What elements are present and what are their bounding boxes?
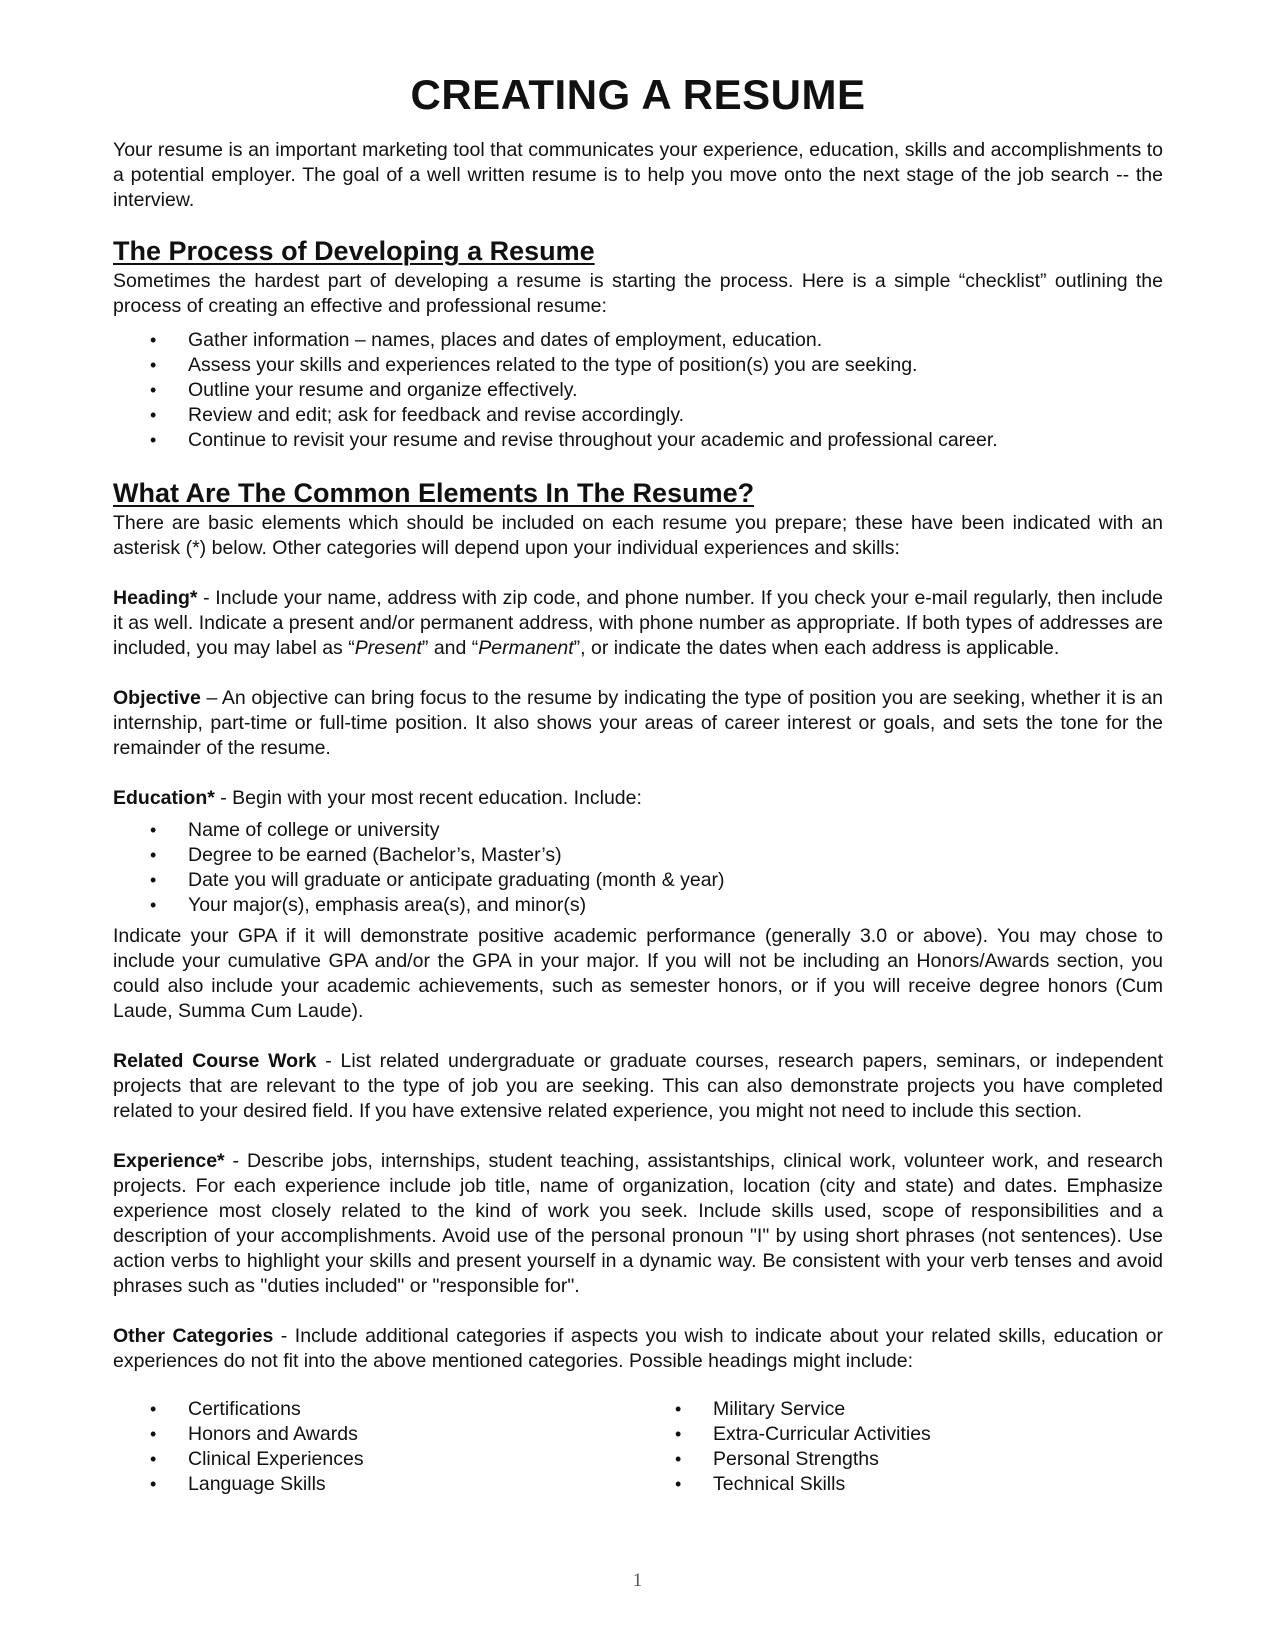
list-item: • Date you will graduate or anticipate graduating (month & year) [113,868,1163,893]
elements-intro: There are basic elements which should be included on each resume you prepare; these have been indicated with an asterisk (*) below. Other categories will depend upon your individual experiences and skills: [113,512,1163,559]
section-text: ”, or indicate the dates when each address is applicable. [573,637,1060,659]
objective-section [113,686,1163,761]
education-list [113,818,1163,918]
education-section [113,786,1163,811]
experience-section [113,1149,1163,1299]
other-categories-right-list [638,1397,1163,1497]
section-text: - Include additional categories if aspects you wish to indicate about your related skills, education or experiences do not fit into the above mentioned categories. Possible headings might include: [113,1325,1163,1372]
list-item: • Degree to be earned (Bachelor’s, Master’s) [113,843,1163,868]
permanent-label: Permanent [478,637,574,659]
list-item: • Extra-Curricular Activities [638,1422,1163,1447]
section-text: – An objective can bring focus to the resume by indicating the type of position you are seeking, whether it is an internship, part-time or full-time position. It also shows your areas of career interest or goals, and sets the tone for the remainder of the resume. [113,687,1163,759]
process-checklist [113,328,1163,453]
list-item: • Personal Strengths [638,1447,1163,1472]
section-label: Objective [113,687,201,709]
list-item: • Your major(s), emphasis area(s), and minor(s) [113,893,1163,918]
page-number: 1 [632,1570,643,1591]
section-label: Experience* [113,1150,225,1172]
other-categories-left-list [113,1397,638,1497]
other-categories-section [113,1324,1163,1374]
page-title: CREATING A RESUME [410,71,866,118]
list-item: • Technical Skills [638,1472,1163,1497]
list-item: • Certifications [113,1397,638,1422]
section-label: Education* [113,787,215,809]
document-page [113,70,1163,1497]
list-item: • Language Skills [113,1472,638,1497]
list-item: • Assess your skills and experiences related to the type of position(s) you are seeking. [113,353,1163,378]
gpa-paragraph: Indicate your GPA if it will demonstrate positive academic performance (generally 3.0 or above). You may chose to include your cumulative GPA and/or the GPA in your major. If you will not be including an Honors/Awards section, you could also include your academic achievements, such as semester honors, or if you will receive degree honors (Cum Laude, Summa Cum Laude). [113,925,1163,1022]
list-item: • Name of college or university [113,818,1163,843]
coursework-section [113,1049,1163,1124]
heading-section [113,586,1163,661]
present-label: Present [354,637,422,659]
section-text: - Describe jobs, internships, student teaching, assistantships, clinical work, volunteer work, and research projects. For each experience include job title, name of organization, location (city and state) and dates. Emphasize experience most closely related to the kind of work you seek. Include skills used, scope of responsibilities and a description of your accomplishments. Avoid use of the personal pronoun "I" by using short phrases (not sentences). Use action verbs to highlight your skills and present yourself in a dynamic way. Be consistent with your verb tenses and avoid phrases such as "duties included" or "responsible for". [113,1150,1163,1297]
elements-heading: What Are The Common Elements In The Resume? [113,478,755,508]
other-categories-columns [113,1397,1163,1497]
list-item: • Continue to revisit your resume and revise throughout your academic and professional career. [113,428,1163,453]
list-item: • Review and edit; ask for feedback and revise accordingly. [113,403,1163,428]
list-item: • Honors and Awards [113,1422,638,1447]
section-text: - Begin with your most recent education. Include: [214,787,642,809]
process-heading: The Process of Developing a Resume [113,236,595,266]
section-text: - List related undergraduate or graduate courses, research papers, seminars, or independent projects that are relevant to the type of job you are seeking. This can also demonstrate projects you have completed related to your desired field. If you have extensive related experience, you might not need to include this section. [113,1050,1163,1122]
process-intro: Sometimes the hardest part of developing a resume is starting the process. Here is a simple “checklist” outlining the process of creating an effective and professional resume: [113,270,1163,317]
section-label: Heading* [113,587,198,609]
section-label: Related Course Work [113,1050,317,1072]
section-text: - Include your name, address with zip code, and phone number. If you check your e-mail regularly, then include it as well. Indicate a present and/or permanent address, with phone number as appropriate. If both types of addresses are included, you may label as “ [113,587,1163,659]
list-item: • Military Service [638,1397,1163,1422]
list-item: • Gather information – names, places and dates of employment, education. [113,328,1163,353]
intro-paragraph: Your resume is an important marketing tool that communicates your experience, education, skills and accomplishments to a potential employer. The goal of a well written resume is to help you move onto the next stage of the job search -- the interview. [113,139,1163,211]
list-item: • Outline your resume and organize effectively. [113,378,1163,403]
section-label: Other Categories [113,1325,274,1347]
list-item: • Clinical Experiences [113,1447,638,1472]
section-text: ” and “ [421,637,479,659]
